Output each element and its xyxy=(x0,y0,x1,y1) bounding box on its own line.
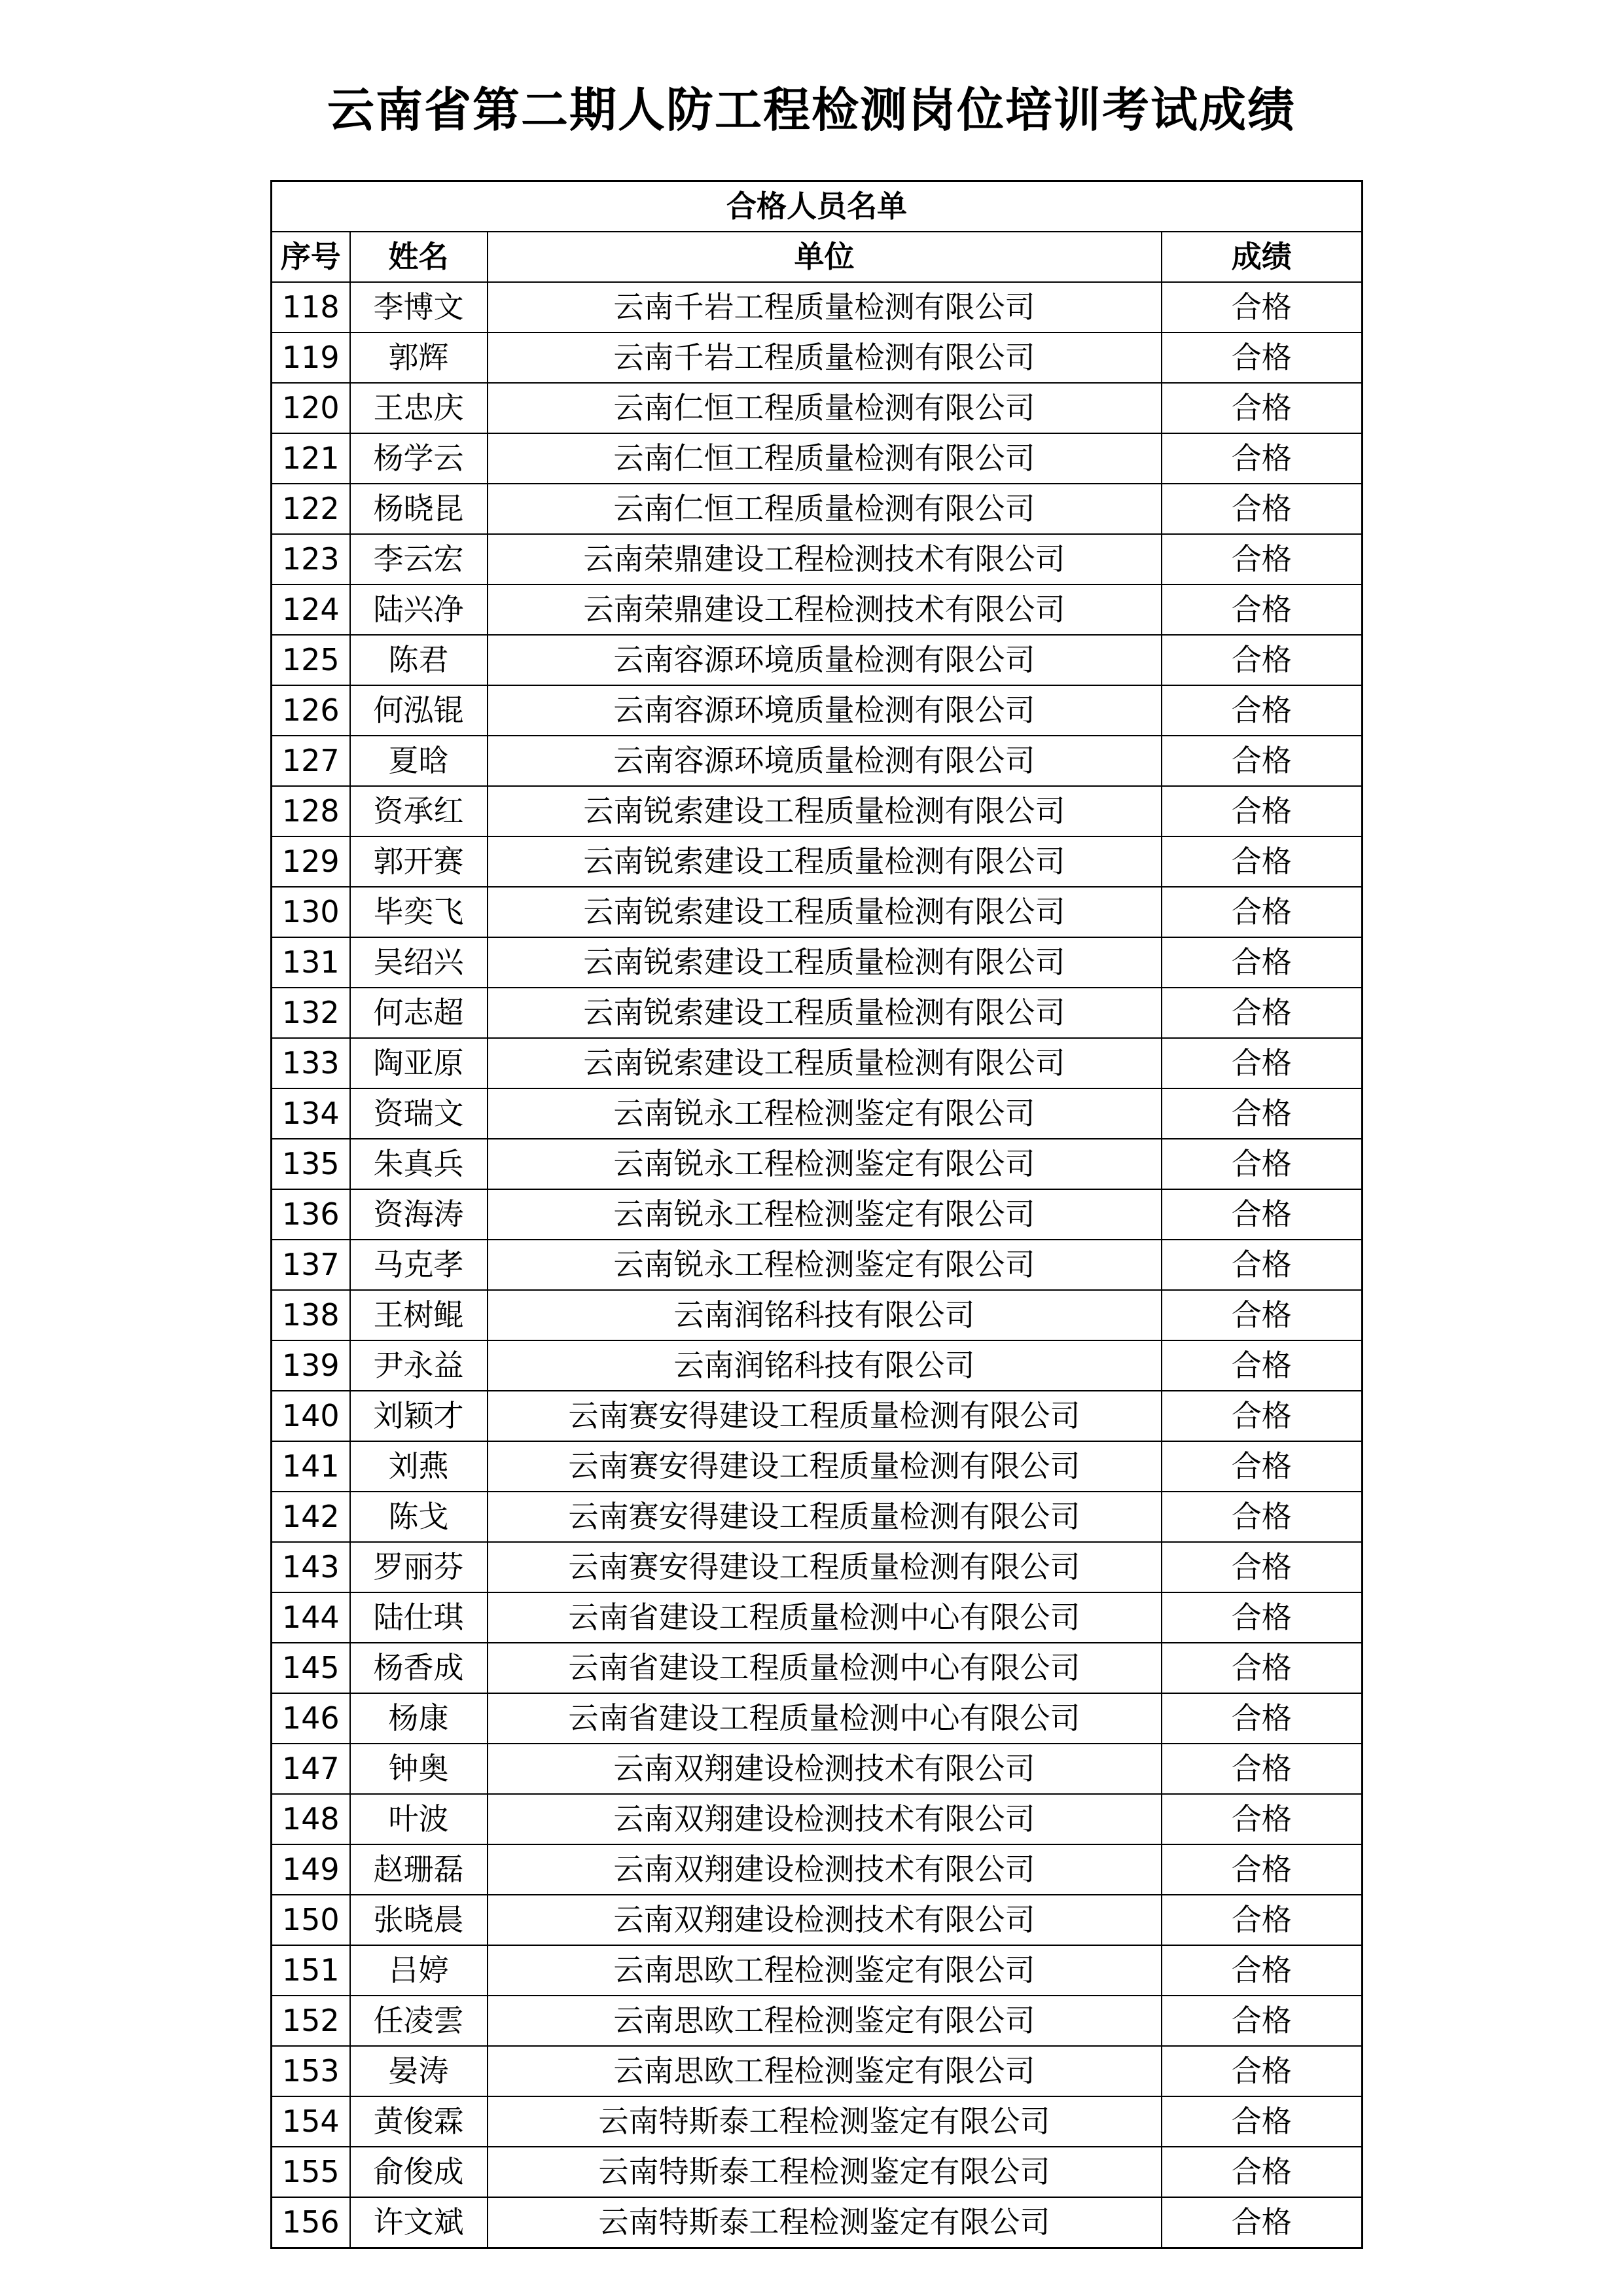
table-row xyxy=(272,1189,1363,1240)
name-cell: 何志超 xyxy=(350,988,488,1038)
name-cell: 陈戈 xyxy=(350,1492,488,1542)
unit-cell: 云南仁恒工程质量检测有限公司 xyxy=(488,383,1162,433)
serial-cell: 125 xyxy=(272,635,350,685)
table-row xyxy=(272,484,1363,534)
serial-cell: 136 xyxy=(272,1189,350,1240)
unit-cell: 云南容源环境质量检测有限公司 xyxy=(488,635,1162,685)
grade-cell: 合格 xyxy=(1162,433,1363,484)
unit-cell: 云南特斯泰工程检测鉴定有限公司 xyxy=(488,2096,1162,2147)
serial-cell: 147 xyxy=(272,1744,350,1794)
unit-cell: 云南锐索建设工程质量检测有限公司 xyxy=(488,1038,1162,1088)
table-row xyxy=(272,836,1363,887)
serial-cell: 150 xyxy=(272,1895,350,1945)
name-cell: 任凌雲 xyxy=(350,1996,488,2046)
grade-cell: 合格 xyxy=(1162,2096,1363,2147)
table-row xyxy=(272,383,1363,433)
table-row xyxy=(272,1340,1363,1391)
serial-cell: 138 xyxy=(272,1290,350,1340)
unit-cell: 云南双翔建设检测技术有限公司 xyxy=(488,1844,1162,1895)
table-row xyxy=(272,2197,1363,2248)
name-cell: 刘燕 xyxy=(350,1441,488,1492)
name-cell: 陶亚原 xyxy=(350,1038,488,1088)
serial-cell: 120 xyxy=(272,383,350,433)
table-header-row xyxy=(272,232,1363,282)
name-cell: 俞俊成 xyxy=(350,2147,488,2197)
name-cell: 杨康 xyxy=(350,1693,488,1744)
table-body xyxy=(272,282,1363,2248)
unit-cell: 云南赛安得建设工程质量检测有限公司 xyxy=(488,1492,1162,1542)
name-cell: 杨学云 xyxy=(350,433,488,484)
table-row xyxy=(272,534,1363,584)
grade-cell: 合格 xyxy=(1162,1592,1363,1643)
unit-cell: 云南锐永工程检测鉴定有限公司 xyxy=(488,1240,1162,1290)
name-cell: 资承红 xyxy=(350,786,488,836)
table-row xyxy=(272,1996,1363,2046)
unit-cell: 云南锐索建设工程质量检测有限公司 xyxy=(488,887,1162,937)
table-row xyxy=(272,1290,1363,1340)
name-cell: 杨晓昆 xyxy=(350,484,488,534)
name-cell: 黄俊霖 xyxy=(350,2096,488,2147)
table-row xyxy=(272,887,1363,937)
unit-cell: 云南赛安得建设工程质量检测有限公司 xyxy=(488,1441,1162,1492)
unit-cell: 云南锐永工程检测鉴定有限公司 xyxy=(488,1139,1162,1189)
table-caption: 合格人员名单 xyxy=(272,181,1363,232)
table-row xyxy=(272,2046,1363,2096)
table-row xyxy=(272,2147,1363,2197)
name-cell: 郭开赛 xyxy=(350,836,488,887)
table-row xyxy=(272,988,1363,1038)
grade-cell: 合格 xyxy=(1162,1492,1363,1542)
serial-cell: 131 xyxy=(272,937,350,988)
name-cell: 陈君 xyxy=(350,635,488,685)
name-cell: 毕奕飞 xyxy=(350,887,488,937)
grade-cell: 合格 xyxy=(1162,584,1363,635)
header-unit: 单位 xyxy=(488,232,1162,282)
serial-cell: 118 xyxy=(272,282,350,332)
name-cell: 杨香成 xyxy=(350,1643,488,1693)
grade-cell: 合格 xyxy=(1162,1340,1363,1391)
serial-cell: 124 xyxy=(272,584,350,635)
serial-cell: 122 xyxy=(272,484,350,534)
serial-cell: 143 xyxy=(272,1542,350,1592)
grade-cell: 合格 xyxy=(1162,2147,1363,2197)
serial-cell: 129 xyxy=(272,836,350,887)
unit-cell: 云南锐索建设工程质量检测有限公司 xyxy=(488,786,1162,836)
grade-cell: 合格 xyxy=(1162,836,1363,887)
serial-cell: 151 xyxy=(272,1945,350,1996)
table-row xyxy=(272,1945,1363,1996)
serial-cell: 142 xyxy=(272,1492,350,1542)
serial-cell: 153 xyxy=(272,2046,350,2096)
unit-cell: 云南仁恒工程质量检测有限公司 xyxy=(488,484,1162,534)
serial-cell: 121 xyxy=(272,433,350,484)
grade-cell: 合格 xyxy=(1162,1945,1363,1996)
table-row xyxy=(272,1240,1363,1290)
table-row xyxy=(272,1643,1363,1693)
grade-cell: 合格 xyxy=(1162,484,1363,534)
serial-cell: 144 xyxy=(272,1592,350,1643)
unit-cell: 云南仁恒工程质量检测有限公司 xyxy=(488,433,1162,484)
unit-cell: 云南锐索建设工程质量检测有限公司 xyxy=(488,836,1162,887)
name-cell: 郭辉 xyxy=(350,332,488,383)
grade-cell: 合格 xyxy=(1162,1391,1363,1441)
name-cell: 尹永益 xyxy=(350,1340,488,1391)
table-caption-row xyxy=(272,181,1363,232)
serial-cell: 130 xyxy=(272,887,350,937)
name-cell: 陆兴净 xyxy=(350,584,488,635)
grade-cell: 合格 xyxy=(1162,736,1363,786)
unit-cell: 云南锐永工程检测鉴定有限公司 xyxy=(488,1189,1162,1240)
name-cell: 许文斌 xyxy=(350,2197,488,2248)
serial-cell: 152 xyxy=(272,1996,350,2046)
grade-cell: 合格 xyxy=(1162,635,1363,685)
serial-cell: 139 xyxy=(272,1340,350,1391)
serial-cell: 123 xyxy=(272,534,350,584)
table-row xyxy=(272,1844,1363,1895)
table-row xyxy=(272,1592,1363,1643)
table-row xyxy=(272,1895,1363,1945)
serial-cell: 119 xyxy=(272,332,350,383)
table-row xyxy=(272,937,1363,988)
grade-cell: 合格 xyxy=(1162,1189,1363,1240)
table-row xyxy=(272,736,1363,786)
name-cell: 李云宏 xyxy=(350,534,488,584)
unit-cell: 云南思欧工程检测鉴定有限公司 xyxy=(488,1945,1162,1996)
grade-cell: 合格 xyxy=(1162,2046,1363,2096)
grade-cell: 合格 xyxy=(1162,383,1363,433)
unit-cell: 云南荣鼎建设工程检测技术有限公司 xyxy=(488,584,1162,635)
grade-cell: 合格 xyxy=(1162,1996,1363,2046)
page-title: 云南省第二期人防工程检测岗位培训考试成绩 xyxy=(327,82,1296,137)
grade-cell: 合格 xyxy=(1162,332,1363,383)
grade-cell: 合格 xyxy=(1162,1794,1363,1844)
unit-cell: 云南省建设工程质量检测中心有限公司 xyxy=(488,1592,1162,1643)
serial-cell: 132 xyxy=(272,988,350,1038)
serial-cell: 133 xyxy=(272,1038,350,1088)
grade-cell: 合格 xyxy=(1162,1744,1363,1794)
table-row xyxy=(272,1391,1363,1441)
unit-cell: 云南锐永工程检测鉴定有限公司 xyxy=(488,1088,1162,1139)
table-row xyxy=(272,2096,1363,2147)
serial-cell: 127 xyxy=(272,736,350,786)
serial-cell: 146 xyxy=(272,1693,350,1744)
unit-cell: 云南锐索建设工程质量检测有限公司 xyxy=(488,988,1162,1038)
unit-cell: 云南双翔建设检测技术有限公司 xyxy=(488,1895,1162,1945)
grade-cell: 合格 xyxy=(1162,1542,1363,1592)
unit-cell: 云南思欧工程检测鉴定有限公司 xyxy=(488,2046,1162,2096)
name-cell: 赵珊磊 xyxy=(350,1844,488,1895)
table-row xyxy=(272,786,1363,836)
name-cell: 张晓晨 xyxy=(350,1895,488,1945)
name-cell: 叶波 xyxy=(350,1794,488,1844)
name-cell: 罗丽芬 xyxy=(350,1542,488,1592)
name-cell: 钟奥 xyxy=(350,1744,488,1794)
results-table xyxy=(270,180,1363,2249)
grade-cell: 合格 xyxy=(1162,1844,1363,1895)
unit-cell: 云南双翔建设检测技术有限公司 xyxy=(488,1794,1162,1844)
serial-cell: 155 xyxy=(272,2147,350,2197)
serial-cell: 141 xyxy=(272,1441,350,1492)
serial-cell: 135 xyxy=(272,1139,350,1189)
grade-cell: 合格 xyxy=(1162,1290,1363,1340)
table-row xyxy=(272,282,1363,332)
name-cell: 吕婷 xyxy=(350,1945,488,1996)
table-row xyxy=(272,685,1363,736)
table-row xyxy=(272,1492,1363,1542)
unit-cell: 云南省建设工程质量检测中心有限公司 xyxy=(488,1643,1162,1693)
serial-cell: 145 xyxy=(272,1643,350,1693)
grade-cell: 合格 xyxy=(1162,1088,1363,1139)
table-row xyxy=(272,1542,1363,1592)
unit-cell: 云南思欧工程检测鉴定有限公司 xyxy=(488,1996,1162,2046)
header-name: 姓名 xyxy=(350,232,488,282)
grade-cell: 合格 xyxy=(1162,887,1363,937)
name-cell: 何泓锟 xyxy=(350,685,488,736)
serial-cell: 156 xyxy=(272,2197,350,2248)
serial-cell: 154 xyxy=(272,2096,350,2147)
unit-cell: 云南锐索建设工程质量检测有限公司 xyxy=(488,937,1162,988)
name-cell: 王树鲲 xyxy=(350,1290,488,1340)
serial-cell: 137 xyxy=(272,1240,350,1290)
unit-cell: 云南赛安得建设工程质量检测有限公司 xyxy=(488,1542,1162,1592)
grade-cell: 合格 xyxy=(1162,1038,1363,1088)
name-cell: 李博文 xyxy=(350,282,488,332)
unit-cell: 云南千岩工程质量检测有限公司 xyxy=(488,282,1162,332)
name-cell: 晏涛 xyxy=(350,2046,488,2096)
unit-cell: 云南容源环境质量检测有限公司 xyxy=(488,685,1162,736)
name-cell: 刘颖才 xyxy=(350,1391,488,1441)
serial-cell: 140 xyxy=(272,1391,350,1441)
grade-cell: 合格 xyxy=(1162,282,1363,332)
table-row xyxy=(272,433,1363,484)
table-row xyxy=(272,1088,1363,1139)
name-cell: 资瑞文 xyxy=(350,1088,488,1139)
table-row xyxy=(272,1139,1363,1189)
name-cell: 马克孝 xyxy=(350,1240,488,1290)
grade-cell: 合格 xyxy=(1162,1139,1363,1189)
name-cell: 朱真兵 xyxy=(350,1139,488,1189)
unit-cell: 云南省建设工程质量检测中心有限公司 xyxy=(488,1693,1162,1744)
table-row xyxy=(272,332,1363,383)
serial-cell: 126 xyxy=(272,685,350,736)
serial-cell: 134 xyxy=(272,1088,350,1139)
table-row xyxy=(272,1794,1363,1844)
unit-cell: 云南赛安得建设工程质量检测有限公司 xyxy=(488,1391,1162,1441)
grade-cell: 合格 xyxy=(1162,1693,1363,1744)
unit-cell: 云南容源环境质量检测有限公司 xyxy=(488,736,1162,786)
name-cell: 资海涛 xyxy=(350,1189,488,1240)
table-row xyxy=(272,584,1363,635)
grade-cell: 合格 xyxy=(1162,786,1363,836)
table-row xyxy=(272,1744,1363,1794)
unit-cell: 云南润铭科技有限公司 xyxy=(488,1290,1162,1340)
unit-cell: 云南特斯泰工程检测鉴定有限公司 xyxy=(488,2147,1162,2197)
header-serial: 序号 xyxy=(272,232,350,282)
unit-cell: 云南润铭科技有限公司 xyxy=(488,1340,1162,1391)
name-cell: 夏晗 xyxy=(350,736,488,786)
grade-cell: 合格 xyxy=(1162,1441,1363,1492)
grade-cell: 合格 xyxy=(1162,988,1363,1038)
name-cell: 王忠庆 xyxy=(350,383,488,433)
unit-cell: 云南荣鼎建设工程检测技术有限公司 xyxy=(488,534,1162,584)
grade-cell: 合格 xyxy=(1162,1643,1363,1693)
unit-cell: 云南千岩工程质量检测有限公司 xyxy=(488,332,1162,383)
grade-cell: 合格 xyxy=(1162,1895,1363,1945)
unit-cell: 云南双翔建设检测技术有限公司 xyxy=(488,1744,1162,1794)
serial-cell: 149 xyxy=(272,1844,350,1895)
serial-cell: 128 xyxy=(272,786,350,836)
grade-cell: 合格 xyxy=(1162,534,1363,584)
table-row xyxy=(272,1038,1363,1088)
table-row xyxy=(272,1693,1363,1744)
table-row xyxy=(272,1441,1363,1492)
name-cell: 吴绍兴 xyxy=(350,937,488,988)
unit-cell: 云南特斯泰工程检测鉴定有限公司 xyxy=(488,2197,1162,2248)
name-cell: 陆仕琪 xyxy=(350,1592,488,1643)
grade-cell: 合格 xyxy=(1162,1240,1363,1290)
grade-cell: 合格 xyxy=(1162,2197,1363,2248)
grade-cell: 合格 xyxy=(1162,685,1363,736)
header-grade: 成绩 xyxy=(1162,232,1363,282)
grade-cell: 合格 xyxy=(1162,937,1363,988)
serial-cell: 148 xyxy=(272,1794,350,1844)
table-row xyxy=(272,635,1363,685)
